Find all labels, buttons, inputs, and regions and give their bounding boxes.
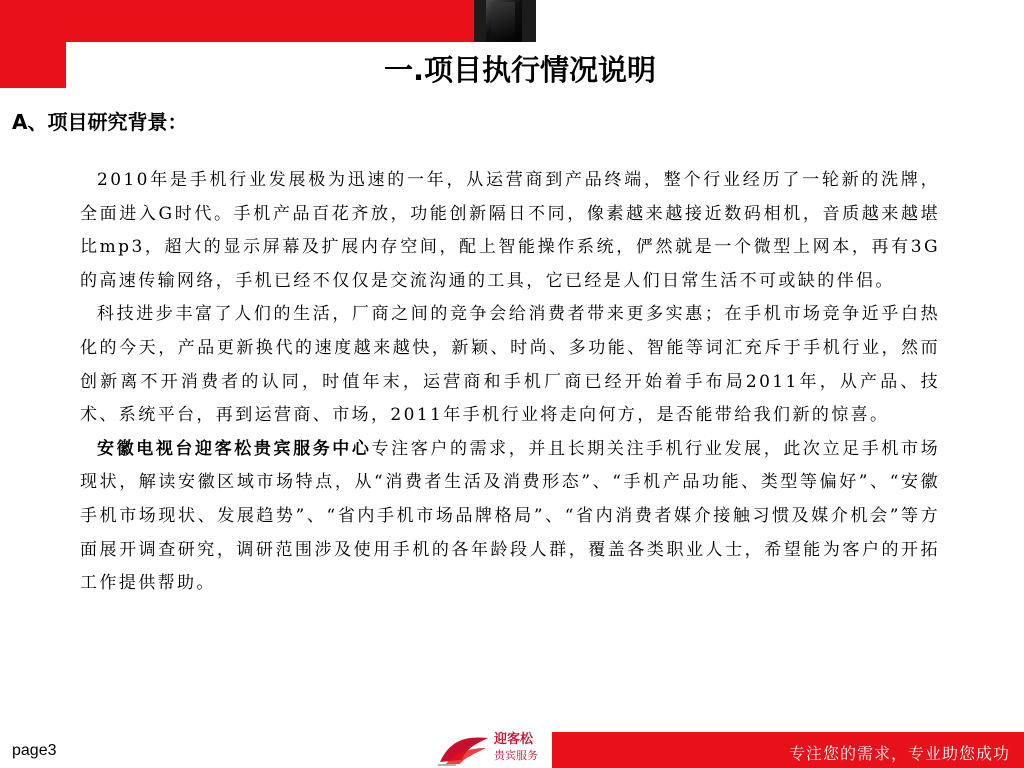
header-red-block: [0, 0, 66, 88]
body-text: [80, 164, 940, 601]
paragraph-3-rest: 专注客户的需求，并且长期关注手机行业发展，此次立足手机市场现状，解读安徽区域市场特点，从“消费者生活及消费形态”、“手机产品功能、类型等偏好”、“安徽手机市场现状、发展趋势”、“省内手机市场品牌格局”、“省内消费者媒介接触习惯及媒介机会”等方面展开调查研究，调研范围涉及使用手机的各年龄段人群，覆盖各类职业人士，希望能为客户的开拓工作提供帮助。: [80, 438, 940, 594]
paragraph-1: 2010年是手机行业发展极为迅速的一年，从运营商到产品终端，整个行业经历了一轮新的洗牌，全面进入G时代。手机产品百花齐放，功能创新隔日不同，像素越来越接近数码相机，音质越来越堪比mp3，超大的显示屏幕及扩展内存空间，配上智能操作系统，俨然就是一个微型上网本，再有3G的高速传输网络，手机已经不仅仅是交流沟通的工具，它已经是人们日常生活不可或缺的伴侣。: [80, 170, 940, 291]
paragraph-2: 科技进步丰富了人们的生活，厂商之间的竞争会给消费者带来更多实惠；在手机市场竞争近乎白热化的今天，产品更新换代的速度越来越快，新颖、时尚、多功能、智能等词汇充斥于手机行业，然而创新离不开消费者的认同，时值年末，运营商和手机厂商已经开始着手布局2011年，从产品、技术、系统平台，再到运营商、市场，2011年手机行业将走向何方，是否能带给我们新的惊喜。: [80, 304, 940, 426]
paragraph-3-strong: 安徽电视台迎客松贵宾服务中心: [97, 438, 372, 459]
logo-name: 迎客松: [494, 732, 534, 747]
phone-image: [474, 0, 536, 42]
company-logo: [436, 730, 552, 768]
flag-logo-icon: [436, 732, 492, 766]
logo-sub: 贵宾服务: [494, 749, 538, 762]
paragraph-3: [80, 433, 940, 601]
page-number: page3: [12, 742, 57, 759]
section-title: A、项目研究背景：: [12, 110, 188, 134]
page-title: 一.项目执行情况说明: [383, 53, 657, 87]
header-red-bar: [0, 0, 480, 42]
footer-slogan: 专注您的需求，专业助您成功: [788, 744, 1010, 763]
